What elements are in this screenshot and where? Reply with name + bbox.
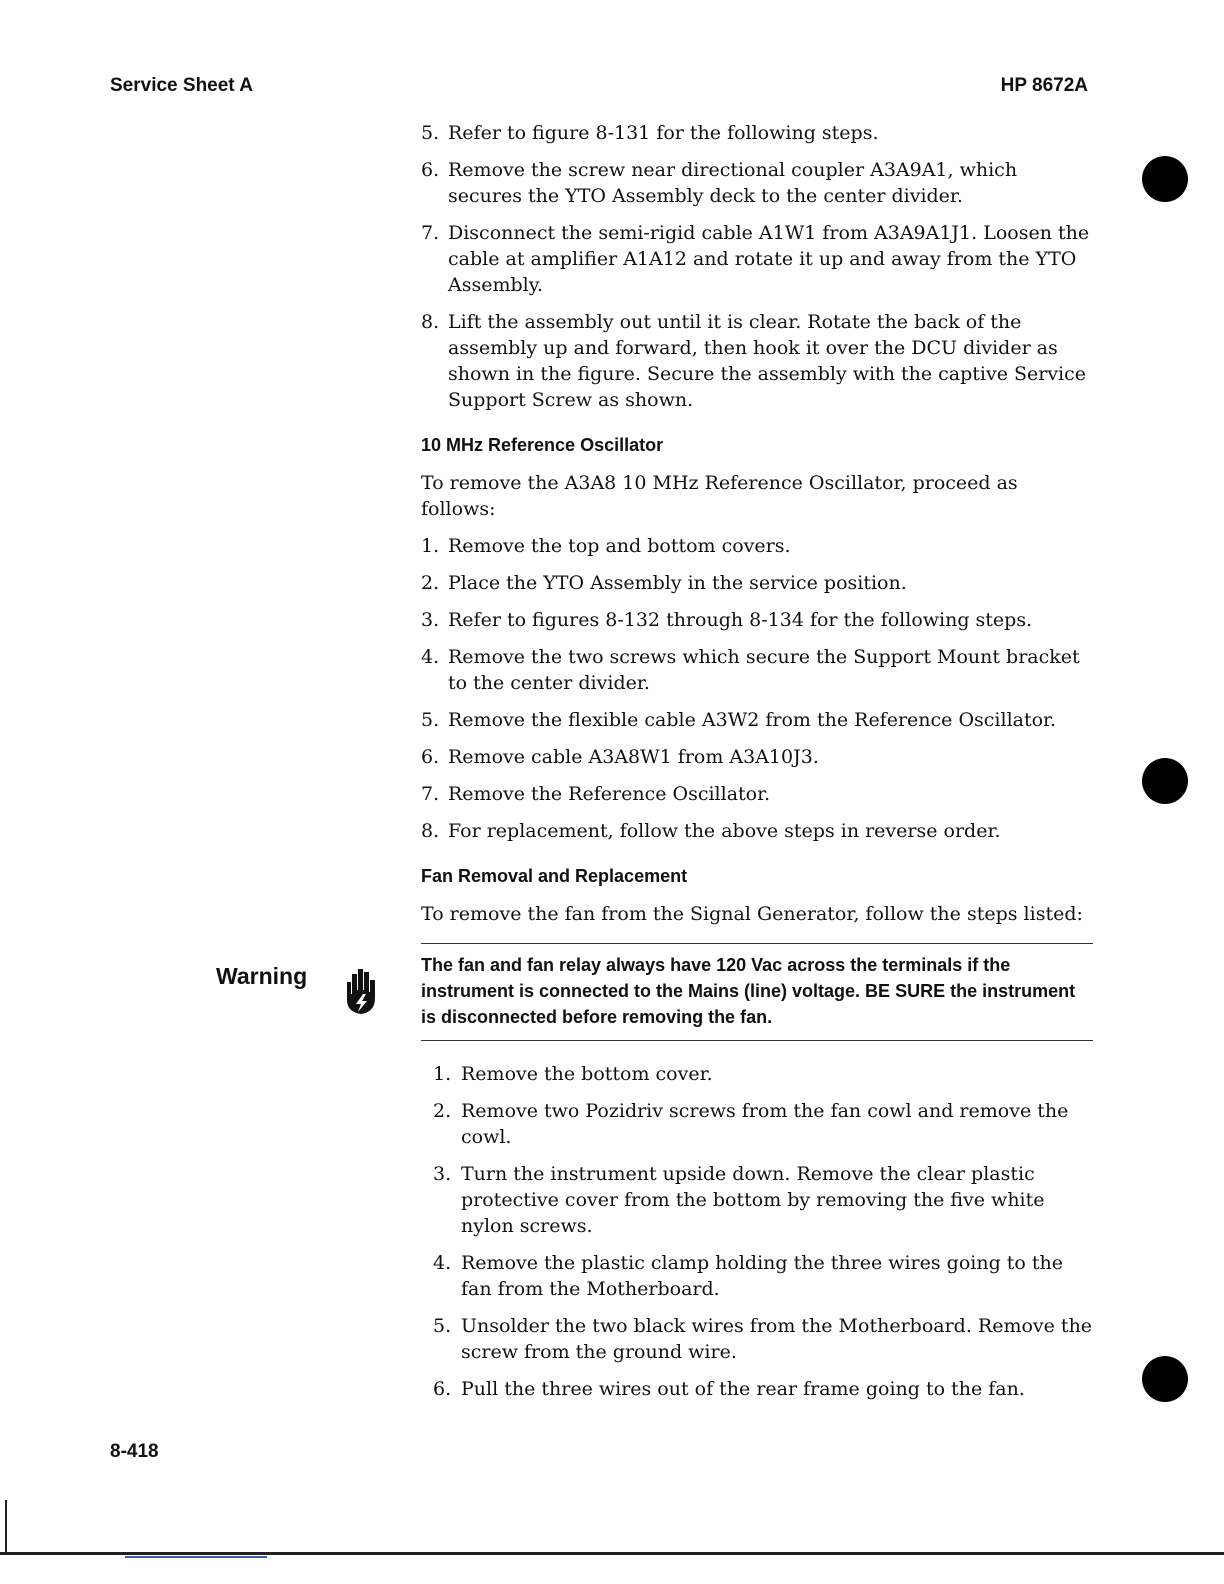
step-number: 3. (433, 1163, 452, 1185)
scan-bottom-edge (0, 1552, 1224, 1555)
list-item (421, 570, 1093, 596)
list-item (421, 220, 1093, 298)
list-item (421, 707, 1093, 733)
list-item (421, 744, 1093, 770)
warning-label: Warning (216, 963, 308, 989)
hazard-hand-icon (341, 966, 381, 1020)
step-text: Remove the screw near directional coupler A3A9A1, which secures the YTO Assembly deck to the center divider. (448, 159, 1018, 207)
header-left-title: Service Sheet A (110, 75, 253, 96)
step-number: 6. (433, 1378, 452, 1400)
list-item (421, 1313, 1093, 1365)
step-number: 2. (421, 572, 440, 594)
step-number: 7. (421, 783, 440, 805)
step-number: 2. (433, 1100, 452, 1122)
step-text: Disconnect the semi-rigid cable A1W1 from A3A9A1J1. Loosen the cable at amplifier A1A12 and rotate it up and away from the YTO Assembly. (448, 222, 1090, 296)
main-column (421, 120, 1093, 1413)
list-item (421, 644, 1093, 696)
scan-edge-mark (125, 1556, 267, 1558)
step-text: Place the YTO Assembly in the service position. (448, 572, 907, 594)
list-item (421, 1161, 1093, 1239)
list-item (421, 1376, 1093, 1402)
step-text: Pull the three wires out of the rear frame going to the fan. (461, 1378, 1025, 1400)
warning-text: The fan and fan relay always have 120 Vac across the terminals if the instrument is connected to the Mains (line) voltage. BE SURE the instrument is disconnected before removing the fan. (421, 955, 1076, 1027)
section-intro-fan: To remove the fan from the Signal Generator, follow the steps listed: (421, 903, 1083, 925)
step-number: 3. (421, 609, 440, 631)
list-item (421, 781, 1093, 807)
section-intro-oscillator: To remove the A3A8 10 MHz Reference Oscillator, proceed as follows: (421, 472, 1018, 520)
binder-hole-mark (1142, 758, 1188, 804)
section-heading-oscillator: 10 MHz Reference Oscillator (421, 435, 664, 455)
step-number: 6. (421, 746, 440, 768)
header-right-model: HP 8672A (1000, 75, 1088, 96)
list-item (421, 818, 1093, 844)
step-text: Refer to figure 8-131 for the following steps. (448, 122, 879, 144)
list-item (421, 1250, 1093, 1302)
list-item (421, 1098, 1093, 1150)
step-number: 7. (421, 222, 440, 244)
step-number: 1. (421, 535, 440, 557)
step-text: Remove the plastic clamp holding the three wires going to the fan from the Motherboard. (461, 1252, 1064, 1300)
list-item (421, 607, 1093, 633)
binder-hole-mark (1142, 156, 1188, 202)
step-text: Remove the bottom cover. (461, 1063, 713, 1085)
step-text: Unsolder the two black wires from the Motherboard. Remove the screw from the ground wire. (461, 1315, 1093, 1363)
step-text: Remove the top and bottom covers. (448, 535, 791, 557)
list-item (421, 120, 1093, 146)
step-number: 8. (421, 311, 440, 333)
step-text: Remove the flexible cable A3W2 from the Reference Oscillator. (448, 709, 1057, 731)
scan-edge-line (5, 1500, 7, 1552)
step-text: Refer to figures 8-132 through 8-134 for the following steps. (448, 609, 1033, 631)
fan-steps-list (421, 1061, 1093, 1402)
step-number: 4. (421, 646, 440, 668)
list-item (421, 1061, 1093, 1087)
oscillator-steps-list (421, 533, 1093, 844)
section-heading-fan: Fan Removal and Replacement (421, 866, 688, 886)
warning-box (421, 943, 1093, 1041)
step-number: 5. (421, 709, 440, 731)
step-text: Remove the Reference Oscillator. (448, 783, 771, 805)
list-item (421, 157, 1093, 209)
step-text: Remove cable A3A8W1 from A3A10J3. (448, 746, 819, 768)
step-text: For replacement, follow the above steps in reverse order. (448, 820, 1001, 842)
step-number: 4. (433, 1252, 452, 1274)
step-text: Remove the two screws which secure the Support Mount bracket to the center divider. (448, 646, 1080, 694)
list-item (421, 309, 1093, 413)
step-text: Lift the assembly out until it is clear. Rotate the back of the assembly up and forward, then hook it over the DCU divider as shown in the figure. Secure the assembly with the captive Service Support Screw as shown. (448, 311, 1087, 411)
steps-top-list (421, 120, 1093, 413)
step-number: 5. (433, 1315, 452, 1337)
step-text: Turn the instrument upside down. Remove the clear plastic protective cover from the bottom by removing the five white nylon screws. (461, 1163, 1045, 1237)
binder-hole-mark (1142, 1356, 1188, 1402)
step-number: 6. (421, 159, 440, 181)
step-number: 8. (421, 820, 440, 842)
step-text: Remove two Pozidriv screws from the fan cowl and remove the cowl. (461, 1100, 1069, 1148)
page-number: 8-418 (110, 1441, 159, 1462)
step-number: 5. (421, 122, 440, 144)
step-number: 1. (433, 1063, 452, 1085)
list-item (421, 533, 1093, 559)
